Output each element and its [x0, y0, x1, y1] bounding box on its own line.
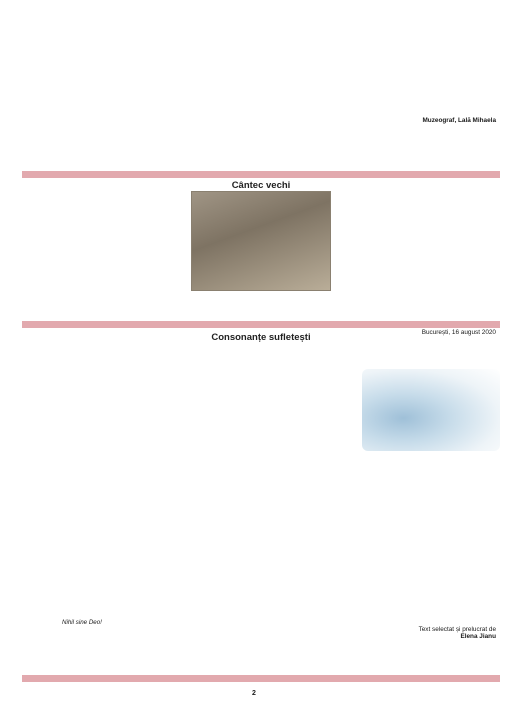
paragraph — [22, 4, 500, 19]
divider-band — [22, 171, 500, 178]
paragraph — [22, 20, 500, 35]
paragraph — [22, 100, 500, 115]
paragraph — [22, 459, 500, 474]
verse-stanza — [350, 195, 500, 248]
article-top — [22, 4, 500, 124]
section-title: Consonanțe sufletești — [211, 332, 311, 343]
paragraph — [22, 68, 500, 83]
historical-soldiers-photo — [191, 191, 331, 291]
verse-stanza — [22, 195, 172, 248]
verse-right — [350, 195, 500, 301]
paragraph — [22, 491, 500, 506]
paragraph — [22, 523, 500, 538]
author-signature: Elena Jianu — [460, 633, 496, 640]
verse-left — [22, 195, 172, 301]
paragraph — [22, 305, 500, 320]
verse-stanza — [22, 248, 172, 301]
paragraph — [22, 36, 500, 51]
watercolor-illustration — [362, 369, 500, 451]
paragraph — [22, 571, 500, 586]
paragraph — [22, 587, 500, 602]
paragraph — [22, 507, 500, 522]
closing-note: Nihil sine Deo! — [62, 619, 102, 626]
article-consonante — [22, 330, 500, 640]
divider-band — [22, 675, 500, 682]
paragraph — [22, 475, 500, 490]
magazine-page — [22, 0, 500, 712]
paragraph — [22, 347, 500, 362]
attribution-line: Text selectat și prelucrat de — [418, 626, 496, 633]
verse-stanza — [350, 248, 500, 301]
page-number: 2 — [252, 690, 256, 697]
article-cantec-vechi — [22, 178, 500, 336]
paragraph — [22, 84, 500, 99]
section-title: Cântec vechi — [231, 180, 291, 191]
paragraph — [22, 539, 500, 554]
divider-band — [22, 321, 500, 328]
paragraph — [22, 52, 500, 67]
paragraph — [22, 603, 500, 618]
article-date: București, 16 august 2020 — [421, 329, 496, 336]
paragraph — [22, 555, 500, 570]
author-signature: Muzeograf, Lală Mihaela — [422, 117, 496, 124]
